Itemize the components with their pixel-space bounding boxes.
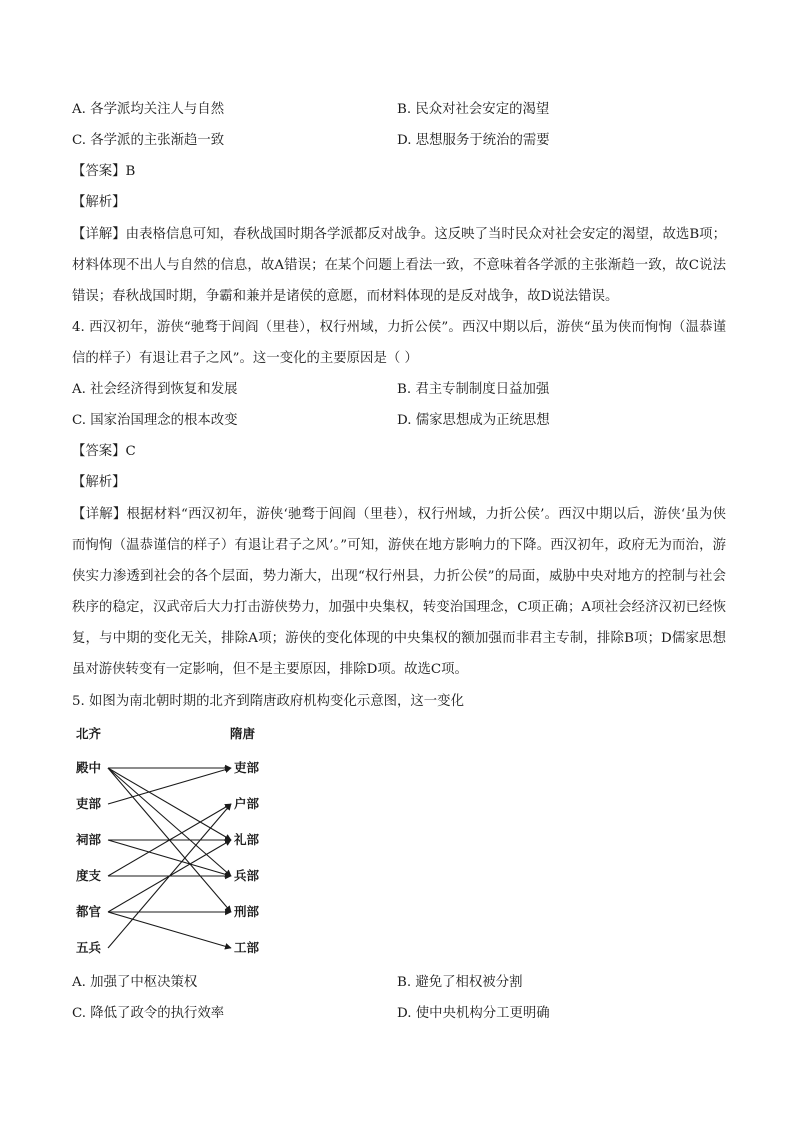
- right-node-libu-rites: 礼部: [234, 832, 260, 847]
- right-node-libu: 吏部: [234, 760, 260, 775]
- right-node-bingbu: 兵部: [234, 868, 260, 883]
- q3-option-d: D. 思想服务于统治的需要: [397, 133, 550, 148]
- q3-answer: 【答案】B: [72, 164, 136, 179]
- q4-option-b: B. 君主专制制度日益加强: [397, 382, 550, 397]
- q4-detail: 【详解】根据材料“西汉初年，游侠‘驰骛于闾阎（里巷），权行州域，力折公侯’。西汉中期以后，游侠‘虽为侠而恂恂（温恭谨信的样子）有退让君子之风’。”可知，游侠在地方影响力的下降。西汉初年，政府无为而治，游侠实力渗透到社会的各个层面，势力渐大，出现“权行州县，力折公侯”的局面，威胁中央对地方的控制与社会秩序的稳定，汉武帝后大力打击游侠势力，加强中央集权，转变治国理念，C项正确；A项社会经济汉初已经恢复，与中期的变化无关，排除A项；游侠的变化体现的中央集权的额加强而非君主专制，排除B项；D儒家思想虽对游侠转变有一定影响，但不是主要原因，排除D项。故选C项。: [72, 507, 726, 677]
- q4-stem: 4. 西汉初年，游侠“驰骛于闾阎（里巷），权行州域，力折公侯”。西汉中期以后，游侠“虽为侠而恂恂（温恭谨信的样子）有退让君子之风”。这一变化的主要原因是（ ）: [72, 320, 726, 366]
- q5-stem: 5. 如图为南北朝时期的北齐到隋唐政府机构变化示意图，这一变化: [72, 694, 464, 709]
- q4-analysis-label: 【解析】: [72, 475, 126, 490]
- q5-option-a: A. 加强了中枢决策权: [72, 975, 198, 990]
- q5-option-b: B. 避免了相权被分割: [397, 975, 523, 990]
- institution-change-diagram: [72, 718, 272, 963]
- arrow-libu-to-libu: [108, 768, 231, 804]
- q4-option-d: D. 儒家思想成为正统思想: [397, 413, 550, 428]
- left-node-duguan: 都官: [76, 904, 102, 919]
- q3-detail: 【详解】由表格信息可知，春秋战国时期各学派都反对战争。这反映了当时民众对社会安定的渴望，故选B项；材料体现不出人与自然的信息，故A错误；在某个问题上看法一致，不意味着各学派的主张渐趋一致，故C说法错误；春秋战国时期，争霸和兼并是诸侯的意愿，而材料体现的是反对战争，故D说法错误。: [72, 227, 726, 304]
- right-node-hubu: 户部: [234, 796, 260, 811]
- left-node-wubing: 五兵: [76, 940, 102, 955]
- arrow-duguan-to-gongbu: [108, 912, 231, 948]
- diagram-right-header: 隋唐: [230, 726, 256, 741]
- diagram-left-header: 北齐: [76, 726, 102, 741]
- left-node-libu: 吏部: [76, 796, 102, 811]
- q3-option-c: C. 各学派的主张渐趋一致: [72, 133, 225, 148]
- right-node-xingbu: 刑部: [234, 904, 260, 919]
- q5-option-c: C. 降低了政令的执行效率: [72, 1006, 225, 1021]
- q3-analysis-label: 【解析】: [72, 195, 126, 210]
- left-node-cibu: 祠部: [76, 832, 102, 847]
- arrow-cibu-to-bingbu: [108, 840, 231, 876]
- left-node-dianzhong: 殿中: [76, 760, 102, 775]
- arrow-dianzhong-to-libu-rites: [108, 768, 231, 840]
- q3-option-b: B. 民众对社会安定的渴望: [397, 102, 550, 117]
- left-node-duzhi: 度支: [76, 868, 102, 883]
- q4-option-a: A. 社会经济得到恢复和发展: [72, 382, 238, 397]
- q4-answer: 【答案】C: [72, 444, 136, 459]
- arrow-dianzhong-to-bingbu: [108, 768, 231, 876]
- right-node-gongbu: 工部: [234, 940, 260, 955]
- q3-option-a: A. 各学派均关注人与自然: [72, 102, 225, 117]
- q4-option-c: C. 国家治国理念的根本改变: [72, 413, 238, 428]
- q5-option-d: D. 使中央机构分工更明确: [397, 1006, 550, 1021]
